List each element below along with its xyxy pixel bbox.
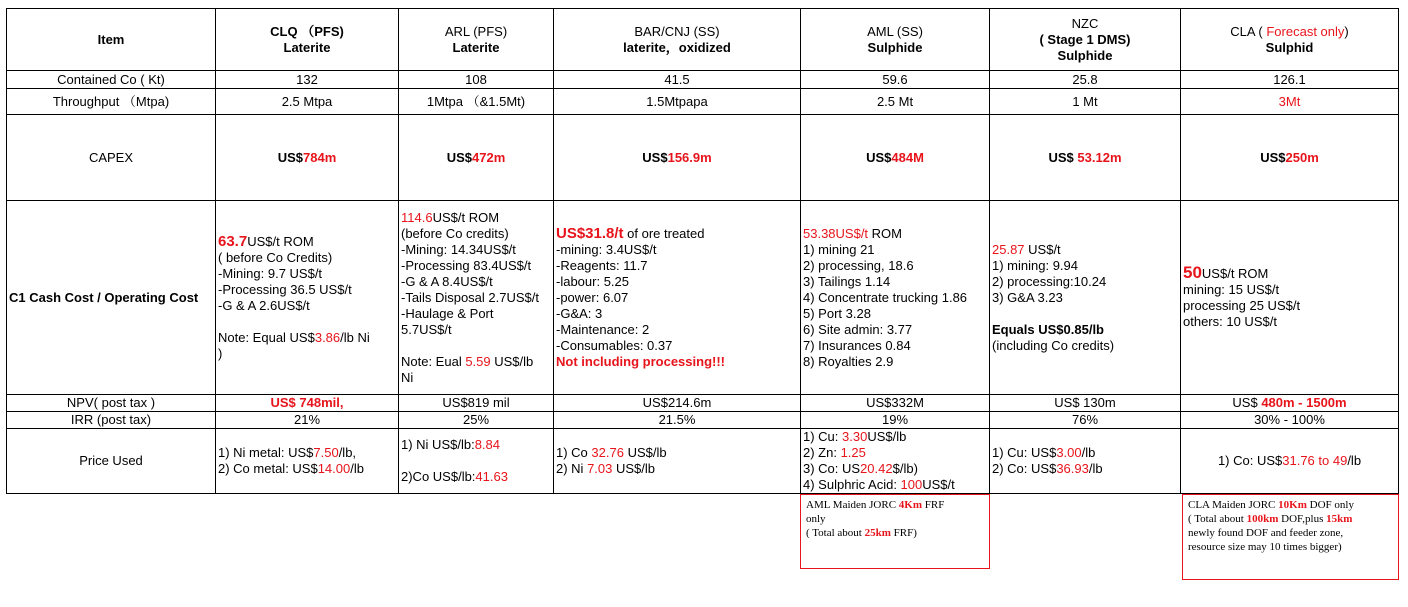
irr-bar: 21.5% (554, 412, 801, 429)
irr-clq: 21% (216, 412, 399, 429)
header-cla: CLA ( Forecast only) Sulphid (1181, 9, 1399, 71)
capex-bar: US$156.9m (554, 115, 801, 201)
c1-arl: 114.6US$/t ROM (before Co credits) -Mining: 14.34US$/t -Processing 83.4US$/t -G & A 8.4US$/t -Tails Disposal 2.7US$/t -Haulage & Port 5.7US$/t Note: Eual 5.59 US$/lb Ni (399, 201, 554, 395)
comparison-table (6, 8, 1399, 494)
price-bar: 1) Co 32.76 US$/lb 2) Ni 7.03 US$/lb (554, 429, 801, 494)
contained-cla: 126.1 (1181, 71, 1399, 89)
npv-bar: US$214.6m (554, 395, 801, 412)
throughput-bar: 1.5Mtpapa (554, 89, 801, 115)
c1-label: C1 Cash Cost / Operating Cost (7, 201, 216, 395)
header-aml: AML (SS) Sulphide (801, 9, 990, 71)
irr-label: IRR (post tax) (7, 412, 216, 429)
contained-bar: 41.5 (554, 71, 801, 89)
capex-aml: US$484M (801, 115, 990, 201)
throughput-nzc: 1 Mt (990, 89, 1181, 115)
contained-aml: 59.6 (801, 71, 990, 89)
contained-clq: 132 (216, 71, 399, 89)
c1-cla: 50US$/t ROM mining: 15 US$/t processing 25 US$/t others: 10 US$/t (1181, 201, 1399, 395)
npv-nzc: US$ 130m (990, 395, 1181, 412)
price-nzc: 1) Cu: US$3.00/lb 2) Co: US$36.93/lb (990, 429, 1181, 494)
irr-arl: 25% (399, 412, 554, 429)
header-nzc: NZC ( Stage 1 DMS) Sulphide (990, 9, 1181, 71)
price-cla: 1) Co: US$31.76 to 49/lb (1181, 429, 1399, 494)
contained-label: Contained Co ( Kt) (7, 71, 216, 89)
irr-cla: 30% - 100% (1181, 412, 1399, 429)
header-clq: CLQ （PFS) Laterite (216, 9, 399, 71)
npv-row (7, 395, 1399, 412)
throughput-aml: 2.5 Mt (801, 89, 990, 115)
price-row (7, 429, 1399, 494)
npv-arl: US$819 mil (399, 395, 554, 412)
c1-bar: US$31.8/t of ore treated -mining: 3.4US$/t -Reagents: 11.7 -labour: 5.25 -power: 6.07 -G&A: 3 -Maintenance: 2 -Consumables: 0.37 Not including processing!!! (554, 201, 801, 395)
capex-row (7, 115, 1399, 201)
header-item: Item (7, 9, 216, 71)
aml-note-box: AML Maiden JORC 4Km FRF only ( Total about 25km FRF) (800, 494, 990, 569)
throughput-clq: 2.5 Mtpa (216, 89, 399, 115)
capex-arl: US$472m (399, 115, 554, 201)
price-clq: 1) Ni metal: US$7.50/lb, 2) Co metal: US$14.00/lb (216, 429, 399, 494)
price-label: Price Used (7, 429, 216, 494)
price-arl: 1) Ni US$/lb:8.84 2)Co US$/lb:41.63 (399, 429, 554, 494)
c1-nzc: 25.87 US$/t 1) mining: 9.94 2) processing:10.24 3) G&A 3.23 Equals US$0.85/lb (including Co credits) (990, 201, 1181, 395)
header-bar: BAR/CNJ (SS) laterite，oxidized (554, 9, 801, 71)
npv-cla: US$ 480m - 1500m (1181, 395, 1399, 412)
capex-clq: US$784m (216, 115, 399, 201)
header-row (7, 9, 1399, 71)
irr-row (7, 412, 1399, 429)
header-arl: ARL (PFS) Laterite (399, 9, 554, 71)
throughput-arl: 1Mtpa （&1.5Mt) (399, 89, 554, 115)
contained-nzc: 25.8 (990, 71, 1181, 89)
irr-nzc: 76% (990, 412, 1181, 429)
capex-nzc: US$ 53.12m (990, 115, 1181, 201)
irr-aml: 19% (801, 412, 990, 429)
price-aml: 1) Cu: 3.30US$/lb 2) Zn: 1.25 3) Co: US20.42$/lb) 4) Sulphric Acid: 100US$/t (801, 429, 990, 494)
npv-aml: US$332M (801, 395, 990, 412)
throughput-cla: 3Mt (1181, 89, 1399, 115)
contained-arl: 108 (399, 71, 554, 89)
cla-note-box: CLA Maiden JORC 10Km DOF only ( Total about 100km DOF,plus 15km newly found DOF and feeder zone, resource size may 10 times bigger) (1182, 494, 1399, 580)
capex-label: CAPEX (7, 115, 216, 201)
c1-row (7, 201, 1399, 395)
throughput-label: Throughput （Mtpa) (7, 89, 216, 115)
npv-label: NPV( post tax ) (7, 395, 216, 412)
capex-cla: US$250m (1181, 115, 1399, 201)
c1-aml: 53.38US$/t ROM 1) mining 21 2) processing, 18.6 3) Tailings 1.14 4) Concentrate trucking 1.86 5) Port 3.28 6) Site admin: 3.77 7) Insurances 0.84 8) Royalties 2.9 (801, 201, 990, 395)
npv-clq: US$ 748mil, (216, 395, 399, 412)
contained-row (7, 71, 1399, 89)
throughput-row (7, 89, 1399, 115)
c1-clq: 63.7US$/t ROM ( before Co Credits) -Mining: 9.7 US$/t -Processing 36.5 US$/t -G & A 2.6US$/t Note: Equal US$3.86/lb Ni ) (216, 201, 399, 395)
